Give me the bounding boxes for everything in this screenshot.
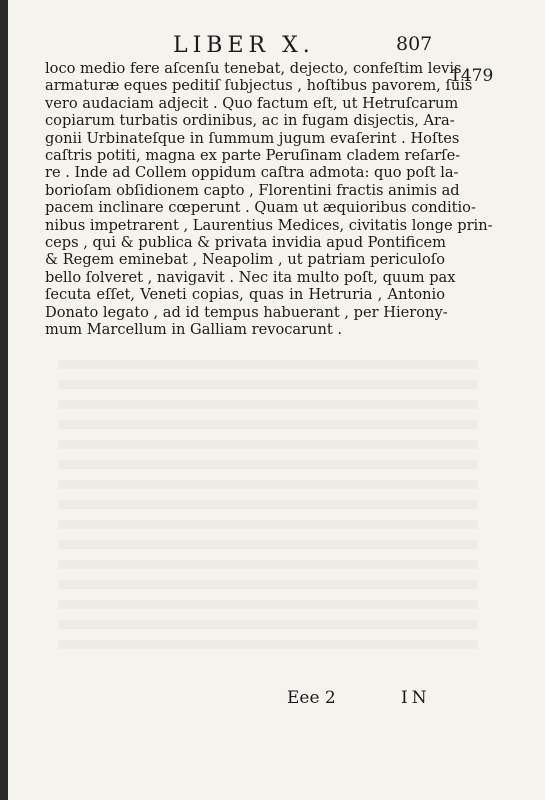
bleed-through-texture <box>58 360 478 660</box>
text-line: ſecuta eſſet, Veneti copias, quas in Hetruria , Antonio <box>45 286 445 304</box>
text-line: gonii Urbinateſque in ſummum jugum evaſerint . Hoſtes <box>45 129 460 147</box>
page-number: 807 <box>396 33 433 55</box>
text-line: armaturæ eques peditiſ ſubjectus , hoſtibus pavorem, ſuis <box>45 77 473 95</box>
text-line: nibus impetrarent , Laurentius Medices, civitatis longe prin- <box>45 216 493 234</box>
text-line: loco medio fere aſcenſu tenebat, dejecto, confeſtim levis <box>45 60 462 77</box>
text-line: bello ſolveret , navigavit . Nec ita multo poſt, quum pax <box>45 268 456 286</box>
text-line: borioſam obſidionem capto , Florentini fractis animis ad <box>45 181 460 199</box>
book-page <box>8 0 545 800</box>
text-line: pacem inclinare cœperunt . Quam ut æquioribus conditio- <box>45 199 476 217</box>
margin-year-note: 1479 <box>450 66 494 86</box>
text-line: re . Inde ad Collem oppidum caſtra admota: quo poſt la- <box>45 164 459 182</box>
running-head: LIBER X. <box>173 33 315 58</box>
text-line: mum Marcellum in Galliam revocarunt . <box>45 321 343 339</box>
text-line: copiarum turbatis ordinibus, ac in fugam disjectis, Ara- <box>45 112 455 130</box>
text-line: caſtris potiti, magna ex parte Peruſinam cladem reſarſe- <box>45 147 461 165</box>
text-line: vero audaciam adjecit . Quo factum eſt, ut Hetruſcarum <box>45 94 459 112</box>
catchword: IN <box>401 688 431 708</box>
text-line: ceps , qui & publica & privata invidia apud Pontificem <box>45 234 447 252</box>
signature-mark: Eee 2 <box>287 688 336 708</box>
text-line: Donato legato , ad id tempus habuerant , per Hierony- <box>45 303 448 321</box>
text-line: & Regem eminebat , Neapolim , ut patriam periculoſo <box>45 251 445 269</box>
